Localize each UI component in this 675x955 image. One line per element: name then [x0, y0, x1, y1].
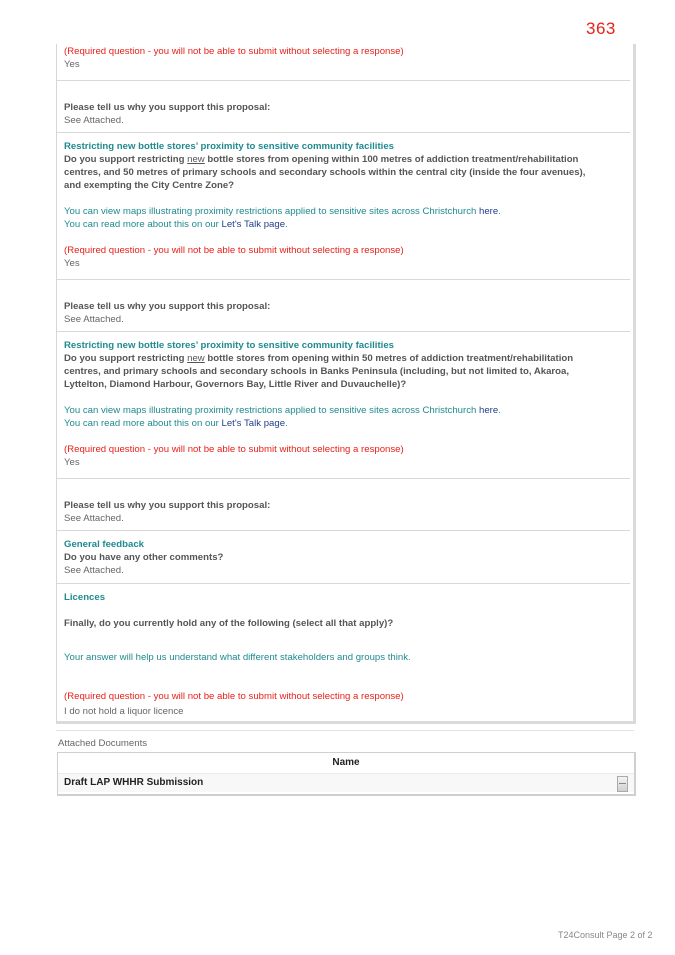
- question-text: Do you have any other comments?: [64, 552, 224, 563]
- section-title: Restricting new bottle stores’ proximity to sensitive community facilities: [64, 340, 395, 351]
- question-text: Do you support restricting new bottle stores from opening within 50 metres of addiction treatment/rehabilitation centres, and primary schools and secondary schools in Banks Peninsula (including, but not limited to, Akaroa, Lyttelton, Diamond Harbour, Governors Bay, Little River and Duvauchelle)?: [64, 353, 574, 390]
- required-note: (Required question - you will not be able to submit without selecting a response): [64, 691, 404, 702]
- document-name[interactable]: Draft LAP WHHR Submission: [64, 777, 204, 788]
- answer-value: Yes: [64, 457, 80, 468]
- response-section-5: [64, 339, 630, 469]
- attached-documents-label: Attached Documents: [58, 738, 148, 749]
- divider: [57, 530, 630, 531]
- response-section-3: [64, 140, 630, 270]
- section-title: Restricting new bottle stores’ proximity to sensitive community facilities: [64, 141, 395, 152]
- question-text: Finally, do you currently hold any of the following (select all that apply)?: [64, 618, 394, 629]
- answer-value: I do not hold a liquor licence: [64, 706, 184, 717]
- question-text: Please tell us why you support this proposal:: [64, 102, 271, 113]
- divider: [57, 80, 630, 81]
- maps-here-link[interactable]: here: [479, 405, 499, 416]
- required-note: (Required question - you will not be able to submit without selecting a response): [64, 444, 404, 455]
- question-text: Do you support restricting new bottle stores from opening within 100 metres of addiction treatment/rehabilitation centres, and 50 metres of primary schools and secondary schools within the central city (inside the four avenues), and exempting the City Centre Zone?: [64, 154, 586, 191]
- response-section-4: [64, 300, 630, 326]
- response-section-2: [64, 101, 630, 127]
- divider: [56, 730, 634, 731]
- table-row[interactable]: [58, 773, 634, 792]
- answer-value: Yes: [64, 59, 80, 70]
- answer-value: See Attached.: [64, 513, 124, 524]
- divider: [57, 478, 630, 479]
- response-section-6: [64, 499, 630, 525]
- maps-info: You can view maps illustrating proximity restrictions applied to sensitive sites across Christchurch here.: [64, 206, 501, 217]
- required-note: (Required question - you will not be able to submit without selecting a response): [64, 46, 404, 57]
- answer-value: See Attached.: [64, 314, 124, 325]
- divider: [57, 331, 630, 332]
- response-section-1: [64, 45, 630, 71]
- response-section-8: [64, 591, 630, 718]
- page-number: 363: [586, 19, 616, 38]
- column-header-name: Name: [332, 757, 360, 768]
- form-responses-panel: [56, 44, 636, 724]
- divider: [57, 132, 630, 133]
- maps-info: You can view maps illustrating proximity restrictions applied to sensitive sites across Christchurch here.: [64, 405, 501, 416]
- maps-here-link[interactable]: here: [479, 206, 499, 217]
- page-footer: T24Consult Page 2 of 2: [558, 930, 653, 940]
- answer-value: See Attached.: [64, 115, 124, 126]
- answer-value: See Attached.: [64, 565, 124, 576]
- info-text: Your answer will help us understand what different stakeholders and groups think.: [64, 652, 411, 663]
- lets-talk-link[interactable]: Let's Talk page: [221, 418, 286, 429]
- attached-documents-table: [57, 752, 636, 796]
- section-title: General feedback: [64, 539, 144, 550]
- answer-value: Yes: [64, 258, 80, 269]
- required-note: (Required question - you will not be able to submit without selecting a response): [64, 245, 404, 256]
- question-text: Please tell us why you support this proposal:: [64, 500, 271, 511]
- lets-talk-link[interactable]: Let's Talk page: [221, 219, 286, 230]
- read-more-info: You can read more about this on our Let's Talk page.: [64, 418, 288, 429]
- divider: [57, 279, 630, 280]
- scrollbar[interactable]: [617, 776, 628, 792]
- divider: [57, 583, 630, 584]
- section-title: Licences: [64, 592, 106, 603]
- response-section-7: [64, 538, 630, 577]
- read-more-info: You can read more about this on our Let's Talk page.: [64, 219, 288, 230]
- question-text: Please tell us why you support this proposal:: [64, 301, 271, 312]
